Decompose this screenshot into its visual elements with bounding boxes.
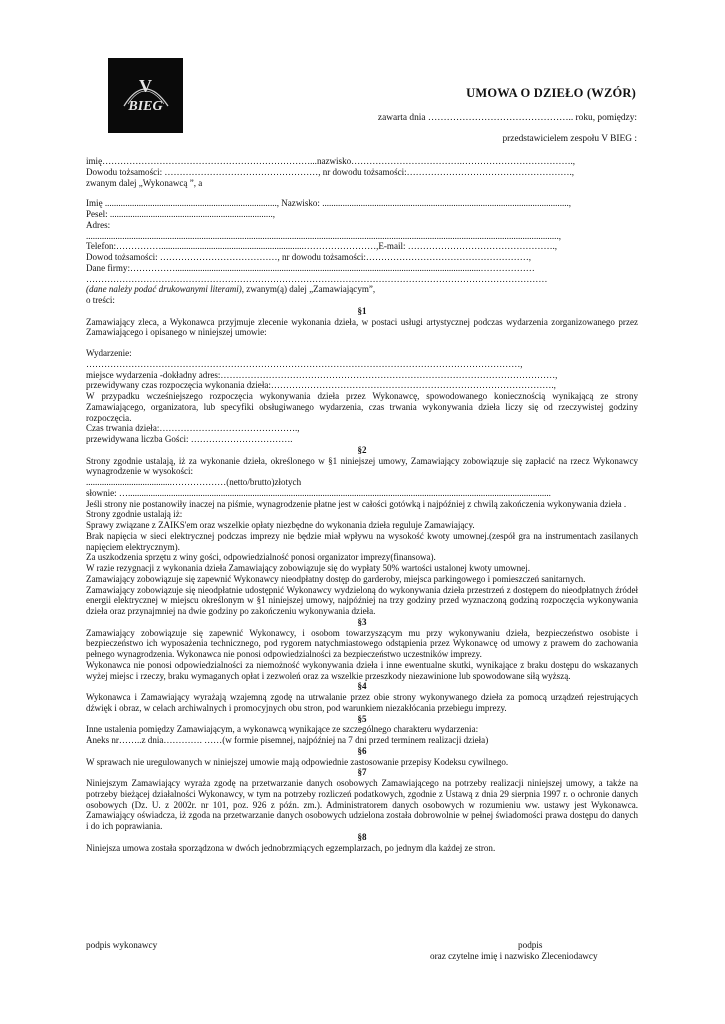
- payment-terms: Jeśli strony nie postanowiły inaczej na piśmie, wynagrodzenie płatne jest w całości gotówką i najpóźniej z chwilą zakończenia wykonywania dzieła .: [86, 498, 627, 509]
- power-clause: Brak napięcia w sieci elektrycznej podczas imprezy nie będzie miał wpływu na wysokość kwoty umownej.(zespół gra na instrumentach zasilanych napięciem elektrycznym).: [86, 530, 638, 552]
- section-1-paragraph: Zamawiający zleca, a Wykonawca przyjmuje zlecenie wykonania dzieła, w postaci usługi artystycznej podczas wydarzenia zorganizowanego przez Zamawiającego i opisanego w niniejszej umowie:: [86, 316, 638, 338]
- contractor-name-line: imię……………………………………………………………...nazwisko……………………………….……………………………….,: [86, 156, 576, 166]
- client-address-line: .................................................................................................................................................................................................................,: [86, 230, 561, 241]
- duration-line: Czas trwania dzieła:……………………………………….,: [86, 423, 300, 434]
- contractor-signature-label: podpis wykonawcy: [86, 940, 158, 950]
- section-1-heading: §1: [357, 305, 367, 316]
- client-company-line: Dane firmy:…………….......................................................................................................................................………………: [86, 262, 535, 273]
- print-note: (dane należy podać drukowanymi literami): [86, 284, 242, 295]
- cancellation-clause: W razie rezygnacji z wykonania dzieła Zamawiający zobowiązuje się do wypłaty 50% wartości ustalonej kwoty umownej.: [86, 563, 530, 573]
- svg-text:V: V: [139, 76, 152, 96]
- damage-clause: Za uszkodzenia sprzętu z winy gości, odpowiedzialność ponosi organizator imprezy(finansowa).: [86, 552, 436, 563]
- client-alias-text: , zwanym(ą) dalej „Zamawiającym”,: [241, 284, 376, 295]
- logo-icon: [108, 58, 183, 133]
- contract-body: [86, 156, 638, 853]
- section-5-paragraph-1: Inne ustalenia pomiędzy Zamawiającym, a wykonawcą wynikające ze szczególnego charakteru wydarzenia:: [86, 724, 479, 735]
- spacer: [86, 338, 638, 348]
- client-signature-note: oraz czytelne imię i nazwisko Zleceniodawcy: [430, 951, 598, 961]
- client-pesel-line: Pesel: ........................................................................,: [86, 209, 275, 219]
- section-3-heading: §3: [357, 616, 367, 627]
- concluded-date-line: zawarta dnia ……………………………………….. roku, pomiędzy:: [377, 113, 637, 123]
- section-2-paragraph: Strony zgodnie ustalają, iż za wykonanie dzieła, określonego w §1 niniejszej umowy, Zamawiający zobowiązuje się zapłacić na rzecz Wykonawcy wynagrodzenie w wysokości:: [86, 455, 638, 477]
- spacer: [86, 188, 638, 198]
- amount-words-line: słownie: …...........................................................................................................................................................................................: [86, 487, 551, 498]
- client-signature-label: podpis: [518, 940, 543, 950]
- event-label: Wydarzenie:: [86, 348, 132, 358]
- representative-line: przedstawicielem zespołu V BIEG :: [502, 134, 637, 144]
- access-clause: Zamawiający zobowiązuje się zapewnić Wykonawcy nieodpłatny dostęp do garderoby, miejsca parkingowego i pomieszczeń sanitarnych.: [86, 573, 586, 584]
- client-address-label: Adres:: [86, 219, 111, 230]
- section-2-heading: §2: [357, 444, 367, 455]
- contractor-alias-line: zwanym dalej „Wykonawcą ”, a: [86, 177, 203, 188]
- client-signature-block: [430, 940, 598, 962]
- section-7-paragraph: Niniejszym Zamawiający wyraża zgodę na przetwarzanie danych osobowych Zamawiającego na potrzeby realizacji niniejszej umowy, a także na potrzeby bieżącej działalności Wykonawcy, w tym na potrzeby rozliczeń podatkowych, zgodnie z Ustawą z dnia 29 sierpnia 1997 r. o ochronie danych osobowych (Dz. U. z 2002r. nr 101, poz. 926 z późn. zm.). Administratorem danych osobowych w rozumieniu ww. ustawy jest Wykonawca. Zamawiający oświadcza, iż zgoda na przetwarzanie danych osobowych udzielona została dobrowolnie w pełnej świadomości prawa dostępu do danych i do ich poprawiania.: [86, 778, 638, 831]
- section-8-heading: §8: [357, 831, 367, 842]
- section-6-paragraph: W sprawach nie uregulowanych w niniejszej umowie mają odpowiednie zastosowanie przepisy Kodeksu cywilnego.: [86, 756, 509, 767]
- svg-text:BIEG: BIEG: [128, 99, 163, 114]
- contractor-id-line: Dowodu tożsamości: ……………………………………………, nr dowodu tożsamości:……………………………………………….,: [86, 166, 575, 177]
- client-id-line: Dowod tożsamości: …………………………………, nr dowodu tożsamości:………………………………………………,: [86, 252, 532, 262]
- section-1-early-start: W przypadku wcześniejszego rozpoczęcia wykonywania dzieła przez Wykonawcę, spowodowanego koniecznością wynikającą ze strony Zamawiającego, organizatora, lub specyfiki obsługiwanego wydarzenia, czas trwania wykonywania dzieła liczy się od rzeczywistej godziny rozpoczęcia.: [86, 391, 638, 423]
- client-name-line: Imię ............................................................................, Nazwisko: .............................................................................................................,: [86, 198, 571, 209]
- section-8-paragraph: Niniejsza umowa została sporządzona w dwóch jednobrzmiących egzemplarzach, po jednym dla każdej ze stron.: [86, 842, 496, 853]
- client-alias-line: [86, 284, 638, 295]
- content-intro: o treści:: [86, 295, 115, 305]
- section-5-paragraph-2: Aneks nr……..z dnia…………. ……(w formie pisemnej, najpóźniej na 7 dni przed terminem realizacji dzieła): [86, 735, 489, 745]
- client-extra-line: ………………………………………………………………………………………………………………………………………: [86, 273, 548, 284]
- section-4-paragraph: Wykonawca i Zamawiający wyrażają wzajemną zgodę na utrwalanie przez obie strony wykonywanego dzieła za pomocą urządzeń rejestrujących dźwięk i obraz, w celach archiwalnych i promocyjnych obu stron, pod warunkiem niezakłócania przebiegu imprezy.: [86, 692, 638, 713]
- section-3-paragraph-2: Wykonawca nie ponosi odpowiedzialności za niemożność wykonywania dzieła i inne ewentualne skutki, wynikające z braku dostępu do wskazanych wyżej miejsc i rzeczy, braku wymaganych opłat i zezwoleń oraz za wszelkie przeszkody niezawinione lub spowodowane siłą wyższą.: [86, 659, 638, 681]
- zaiks-clause: Sprawy związane z ZAIKS'em oraz wszelkie opłaty niezbędne do wykonania dzieła reguluje Zamawiający.: [86, 520, 475, 530]
- section-7-heading: §7: [357, 767, 367, 778]
- document-title: UMOWA O DZIEŁO (WZÓR): [466, 86, 636, 100]
- event-line: ………………………………………………………………………………………………………………………………,: [86, 358, 523, 369]
- space-clause: Zamawiający zobowiązuje się nieodpłatnie udostępnić Wykonawcy wydzieloną do wykonywania dzieła przestrzeń z dostępem do nieodpłatnych źródeł energii elektrycznej w miejscu określonym w §1 niniejszej umowy, najpóźniej na trzy godziny przed wyznaczoną godziną rozpoczęcia wykonywania dzieła oraz przynajmniej na dwie godziny po zakończeniu wykonywania dzieła.: [86, 584, 638, 616]
- guests-line: przewidywana liczba Gości: …………………………….: [86, 434, 293, 444]
- section-3-paragraph-1: Zamawiający zobowiązuje się zapewnić Wykonawcy, i osobom towarzyszącym mu przy wykonywaniu dzieła, bezpieczeństwo osobiste i bezpieczeństwo ich wyposażenia technicznego, pod rygorem natychmiastowego odstąpienia przez Wykonawcę od umowy z prawem do zachowania pełnego wynagrodzenia. Wykonawca nie ponosi odpowiedzialności za bezpieczeństwo uczestników imprezy.: [86, 627, 638, 659]
- client-phone-line: Telefon:……………...............................................................……………………,E-mail: ………………………………………….,: [86, 241, 558, 252]
- section-5-heading: §5: [357, 713, 367, 724]
- band-logo: [108, 58, 183, 133]
- event-start-line: przewidywany czas rozpoczęcia wykonania dzieła:………………………………………………………………………………….,: [86, 380, 556, 391]
- amount-line: ......................................………………(netto/brutto)złotych: [86, 477, 302, 487]
- event-address-line: miejsce wydarzenia -dokładny adres:…………………………………………………………………………………………………,: [86, 369, 558, 380]
- section-6-heading: §6: [357, 745, 367, 756]
- agreements-intro: Strony zgodnie ustalają iż:: [86, 509, 183, 520]
- section-4-heading: §4: [357, 681, 367, 692]
